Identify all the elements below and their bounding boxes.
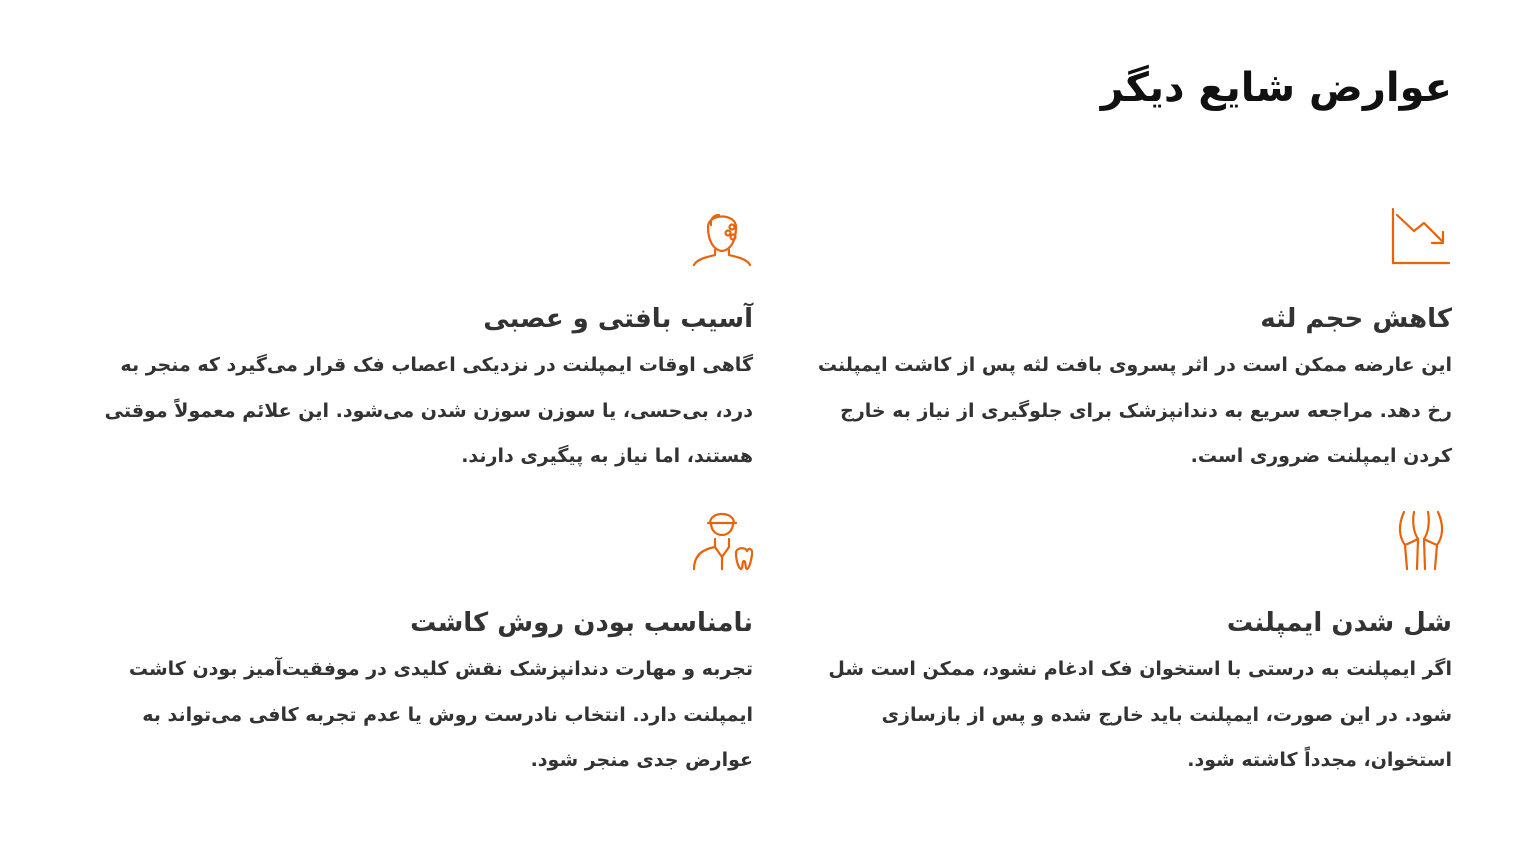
- card-gum-recession: [792, 205, 1452, 480]
- card-text: این عارضه ممکن است در اثر پسروی بافت لثه پس از کاشت ایمپلنت رخ دهد. مراجعه سریع به دندانپزشک برای جلوگیری از نیاز به خارج کردن ایمپلنت ضروری است.: [817, 354, 1452, 467]
- card-text: اگر ایمپلنت به درستی با استخوان فک ادغام نشود، ممکن است شل شود. در این صورت، ایمپلنت باید خارج شده و پس از بازسازی استخوان، مجدداً کاشته شود.: [828, 658, 1452, 771]
- card-title: کاهش حجم لثه: [1260, 304, 1452, 334]
- card-title: آسیب بافتی و عصبی: [483, 304, 753, 334]
- declining-chart-icon: [1390, 205, 1452, 267]
- card-title: نامناسب بودن روش کاشت: [410, 608, 753, 638]
- dentist-tooth-icon: [691, 509, 753, 571]
- card-title: شل شدن ایمپلنت: [1226, 608, 1452, 638]
- card-text: تجربه و مهارت دندانپزشک نقش کلیدی در موفقیت‌آمیز بودن کاشت ایمپلنت دارد. انتخاب نادرست روش یا عدم تجربه کافی می‌تواند به عوارض جدی منجر شود.: [128, 658, 753, 771]
- card-nerve-damage: [93, 205, 753, 480]
- card-text: گاهی اوقات ایمپلنت در نزدیکی اعصاب فک قرار می‌گیرد که منجر به درد، بی‌حسی، یا سوزن سوزن شدن می‌شود. این علائم معمولاً موقتی هستند، اما نیاز به پیگیری دارند.: [104, 354, 753, 467]
- loose-implant-icon: [1390, 509, 1452, 571]
- card-loose-implant: [792, 509, 1452, 784]
- face-nerve-icon: [691, 205, 753, 267]
- card-improper-method: [93, 509, 753, 784]
- section-title: عوارض شایع دیگر: [1100, 65, 1452, 111]
